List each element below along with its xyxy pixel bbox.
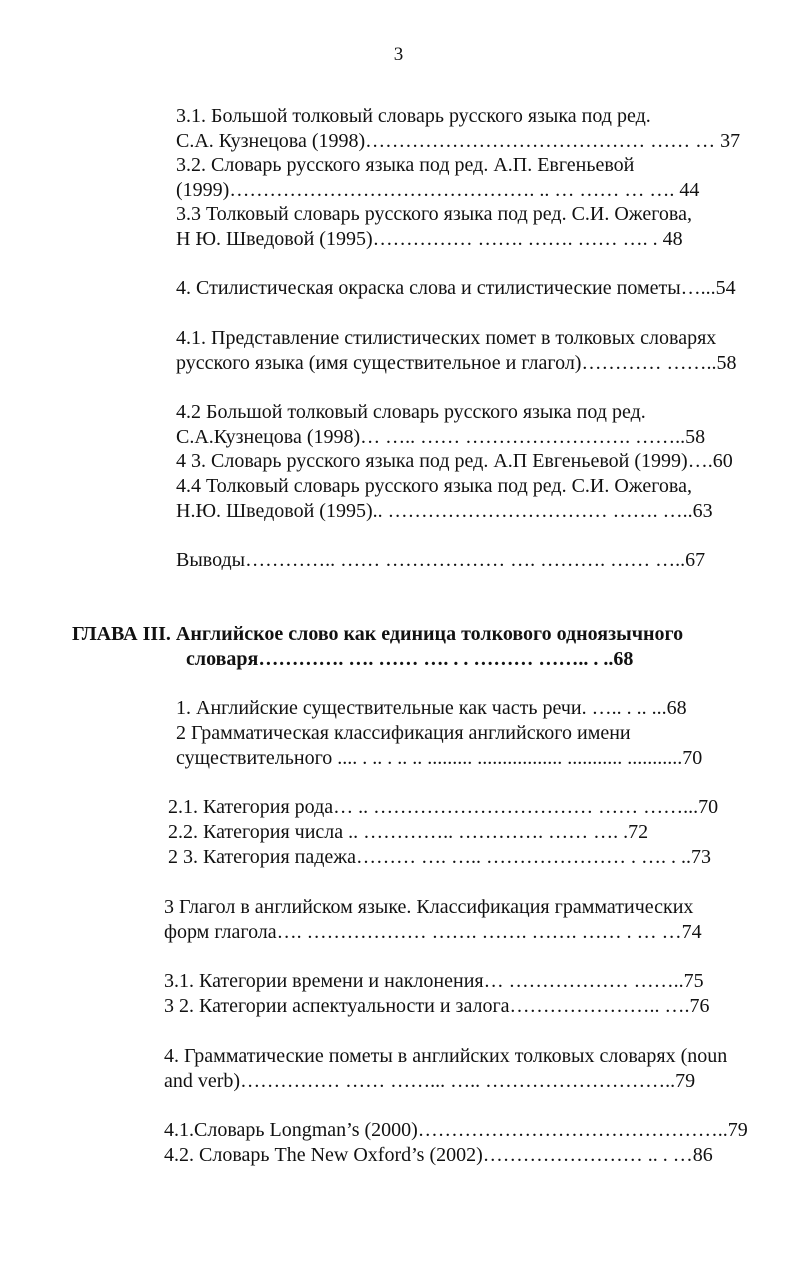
- toc-line: 3 2. Категории аспектуальности и залога………………….. ….76: [164, 995, 710, 1017]
- toc-line: 3.3 Толковый словарь русского языка под ред. С.И. Ожегова,: [176, 203, 692, 225]
- toc-line: 2 3. Категория падежа……… …. ….. ………………… . …. . ..73: [168, 846, 711, 868]
- toc-entry-3-1: [176, 104, 746, 153]
- toc-line: 4.1. Представление стилистических помет в толковых словарях: [176, 327, 717, 349]
- toc-line: 3 Глагол в английском языке. Классификация грамматических: [164, 896, 694, 918]
- toc-line: (1999)………………………………………. .. … …… … …. 44: [176, 178, 700, 201]
- toc-entry-c3-3-1: [164, 969, 749, 994]
- toc-line: С.А. Кузнецова (1998)…………………………………… …… … 37: [176, 129, 741, 152]
- toc-line: 4.1.Словарь Longman’s (2000)………………………………………..79: [164, 1119, 748, 1141]
- chapter-heading-cont: [186, 647, 746, 672]
- toc-line: 4.2. Словарь The New Oxford’s (2002)…………………… .. . …86: [164, 1144, 713, 1166]
- toc-entry-4-3: [176, 449, 751, 474]
- toc-entry-c3-4-2: [164, 1143, 749, 1168]
- toc-line: русского языка (имя существительное и глагол)………… ……..58: [176, 351, 737, 374]
- toc-entry-4: [176, 276, 751, 301]
- toc-entry-4-2: [176, 400, 751, 449]
- toc-line: 4. Стилистическая окраска слова и стилистические пометы…...54: [176, 277, 736, 299]
- toc-entry-c3-2: [176, 721, 751, 770]
- toc-entry-4-4: [176, 474, 751, 523]
- page-number: 3: [393, 44, 404, 65]
- toc-entry-conclusions: [176, 548, 751, 573]
- toc-line: 2.2. Категория числа .. ………….. …………. …… …. .72: [168, 821, 649, 843]
- toc-entry-c3-4: [164, 1044, 749, 1093]
- toc-entry-c3-4-1: [164, 1118, 749, 1143]
- toc-line: 3.2. Словарь русского языка под ред. А.П. Евгеньевой: [176, 154, 635, 176]
- toc-line: Н Ю. Шведовой (1995)…………… ……. ……. …… …. . 48: [176, 227, 683, 250]
- chapter-heading: [72, 622, 752, 647]
- toc-entry-c3-2-3: [168, 845, 748, 870]
- toc-line: and verb)…………… …… ……... ….. ………………………..79: [164, 1069, 696, 1092]
- toc-entry-3-2: [176, 153, 746, 202]
- toc-line: существительного .... . .. . .. .. ......... ................. ........... ...........70: [176, 746, 703, 769]
- toc-entry-c3-1: [176, 696, 751, 721]
- chapter-title-cont: словаря…………. …. …… …. . . ……… …….. . ..68: [186, 648, 634, 670]
- toc-line: 1. Английские существительные как часть речи. ….. . .. ...68: [176, 697, 687, 719]
- toc-line: 4 3. Словарь русского языка под ред. А.П Евгеньевой (1999)….60: [176, 450, 733, 472]
- toc-entry-4-1: [176, 326, 751, 375]
- toc-entry-c3-3: [164, 895, 749, 944]
- toc-entry-c3-2-1: [168, 795, 748, 820]
- toc-line: 2.1. Категория рода… .. …………………………… …… ……...70: [168, 796, 719, 818]
- toc-line: 4.4 Толковый словарь русского языка под ред. С.И. Ожегова,: [176, 475, 692, 497]
- toc-entry-c3-3-2: [164, 994, 749, 1019]
- toc-line: Выводы………….. …… ……………… …. ………. …… …..67: [176, 549, 706, 571]
- toc-entry-3-3: [176, 202, 746, 251]
- toc-line: Н.Ю. Шведовой (1995).. …………………………… ……. …..63: [176, 499, 713, 522]
- toc-entry-c3-2-2: [168, 820, 748, 845]
- toc-line: 3.1. Большой толковый словарь русского языка под ред.: [176, 105, 651, 127]
- chapter-title: ГЛАВА III. Английское слово как единица толкового одноязычного: [72, 623, 684, 645]
- toc-line: форм глагола…. ……………… ……. ……. ……. …… . … …74: [164, 920, 702, 943]
- toc-line: 2 Грамматическая классификация английского имени: [176, 722, 631, 744]
- toc-line: С.А.Кузнецова (1998)… ….. …… ……………………. ……..58: [176, 425, 706, 448]
- toc-line: 4.2 Большой толковый словарь русского языка под ред.: [176, 401, 646, 423]
- toc-line: 3.1. Категории времени и наклонения… ……………… ……..75: [164, 970, 704, 992]
- toc-line: 4. Грамматические пометы в английских толковых словарях (noun: [164, 1045, 728, 1067]
